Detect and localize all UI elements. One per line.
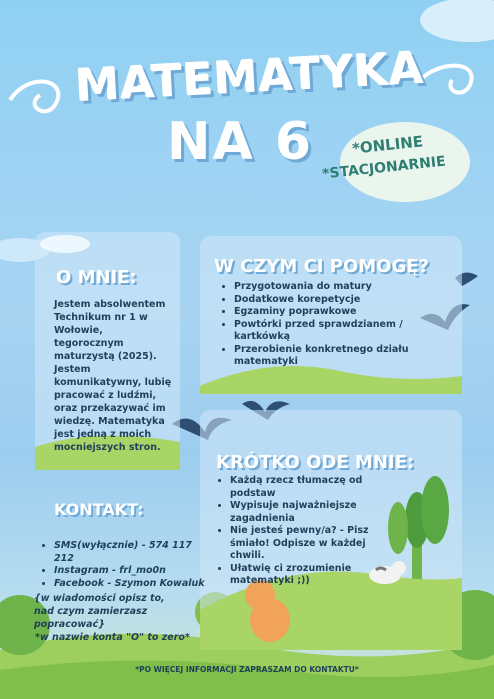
help-item: • Egzaminy poprawkowe	[234, 306, 425, 319]
help-item: • Przygotowania do matury	[234, 281, 425, 294]
help-item: • Powtórki przed sprawdzianem / kartkówką	[234, 319, 425, 344]
contact-list	[40, 540, 210, 590]
about-heading: O MNIE:	[56, 267, 137, 288]
help-heading: W CZYM CI POMOGĘ?	[214, 256, 429, 277]
short-item: • Nie jesteś pewny/a? - Pisz śmiało! Odpisze w każdej chwili.	[230, 525, 386, 563]
short-item: • Ułatwię ci zrozumienie matematyki ;))	[230, 563, 386, 588]
short-heading: KRÓTKO ODE MNIE:	[216, 452, 415, 473]
help-item: • Przerobienie konkretnego działu matematyki	[234, 344, 425, 369]
help-list	[220, 281, 425, 369]
contact-facebook[interactable]: • Facebook - Szymon Kowaluk	[54, 578, 210, 591]
help-item: • Dodatkowe korepetycje	[234, 294, 425, 307]
badge-online: *ONLINE	[351, 132, 424, 158]
short-list	[216, 475, 386, 588]
contact-instagram[interactable]: • Instagram - frl_mo0n	[54, 565, 210, 578]
about-text: Jestem absolwentem Technikum nr 1 w Wołowie, tegorocznym maturzystą (2025). Jestem komunikatywny, lubię pracować z ludźmi, oraz przekazywać im wiedzę. Matematyka jest jedną z moich mocniejszych stron.	[54, 299, 172, 453]
title-line-2: NA 6	[166, 112, 314, 172]
contact-sms[interactable]: • SMS(wyłącznie) - 574 117 212	[54, 540, 210, 565]
contact-heading: KONTAKT:	[54, 500, 144, 519]
account-note: *w nazwie konta "O" to zero*	[35, 632, 190, 643]
contact-note: {w wiadomości opisz to, nad czym zamierzasz popracować}	[34, 593, 165, 630]
badge-stacjonarnie: *STACJONARNIE	[321, 153, 447, 183]
footer-text: *PO WIĘCEJ INFORMACJI ZAPRASZAM DO KONTAKTU*	[135, 665, 359, 674]
title-line-1: MATEMATYKA	[74, 42, 426, 113]
short-item: • Wypisuje najważniejsze zagadnienia	[230, 500, 386, 525]
short-item: • Każdą rzecz tłumaczę od podstaw	[230, 475, 386, 500]
